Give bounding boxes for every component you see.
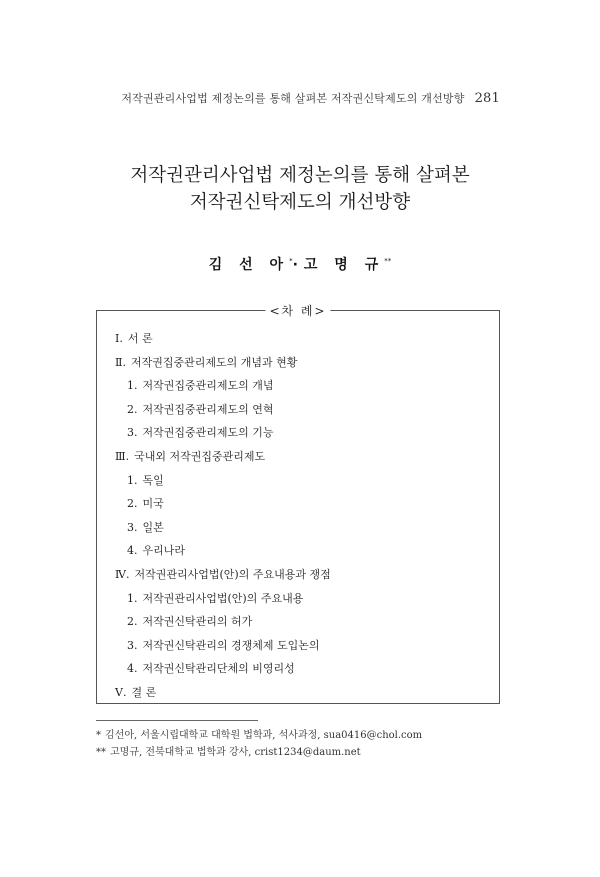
- author-2: 고 명 규: [303, 257, 385, 273]
- footnote-1: * 김선아, 서울시립대학교 대학원 법학과, 석사과정, sua0416@chol.com: [96, 730, 423, 741]
- toc-caption: <차 례>: [265, 302, 330, 319]
- author-line: [0, 254, 600, 274]
- toc-item: 3. 저작권집중관리제도의 기능: [127, 426, 274, 440]
- footnotes: [96, 727, 422, 761]
- page-number: 281: [474, 91, 500, 106]
- author-1: 김 선 아: [208, 257, 290, 273]
- toc-list: [115, 327, 331, 705]
- toc-item: 2. 미국: [127, 497, 164, 511]
- toc-item: Ⅱ. 저작권집중관리제도의 개념과 현황: [115, 355, 298, 369]
- toc-item: 4. 저작권신탁관리단체의 비영리성: [127, 662, 295, 676]
- running-head: [121, 90, 500, 106]
- toc-item: Ⅲ. 국내외 저작권집중관리제도: [115, 449, 266, 463]
- title-line-1: 저작권관리사업법 제정논의를 통해 살펴본: [130, 165, 470, 186]
- author-1-footnote-mark: *: [289, 257, 293, 265]
- toc-item: 2. 저작권신탁관리의 허가: [127, 615, 253, 629]
- footnote-2: ** 고명규, 전북대학교 법학과 강사, crist1234@daum.net: [96, 747, 361, 758]
- title-line-2: 저작권신탁제도의 개선방향: [189, 192, 411, 213]
- toc-item: 4. 우리나라: [127, 544, 186, 558]
- running-title: 저작권관리사업법 제정논의를 통해 살펴본 저작권신탁제도의 개선방향: [121, 92, 465, 105]
- paper-title: [0, 162, 600, 216]
- toc-item: Ⅴ. 결 론: [115, 685, 157, 699]
- author-2-footnote-mark: **: [384, 257, 392, 265]
- toc-item: 3. 저작권신탁관리의 경쟁체제 도입논의: [127, 638, 320, 652]
- toc-item: Ⅰ. 서 론: [115, 332, 153, 345]
- toc-item: Ⅳ. 저작권관리사업법(안)의 주요내용과 쟁점: [115, 567, 331, 581]
- toc-item: 2. 저작권집중관리제도의 연혁: [127, 402, 274, 416]
- toc-item: 1. 저작권집중관리제도의 개념: [127, 379, 274, 393]
- author-separator: ·: [292, 257, 304, 273]
- footnote-divider: [96, 720, 258, 721]
- toc-item: 1. 저작권관리사업법(안)의 주요내용: [127, 591, 304, 605]
- toc-item: 1. 독일: [127, 473, 164, 487]
- toc-item: 3. 일본: [127, 520, 164, 534]
- table-of-contents: [96, 304, 500, 704]
